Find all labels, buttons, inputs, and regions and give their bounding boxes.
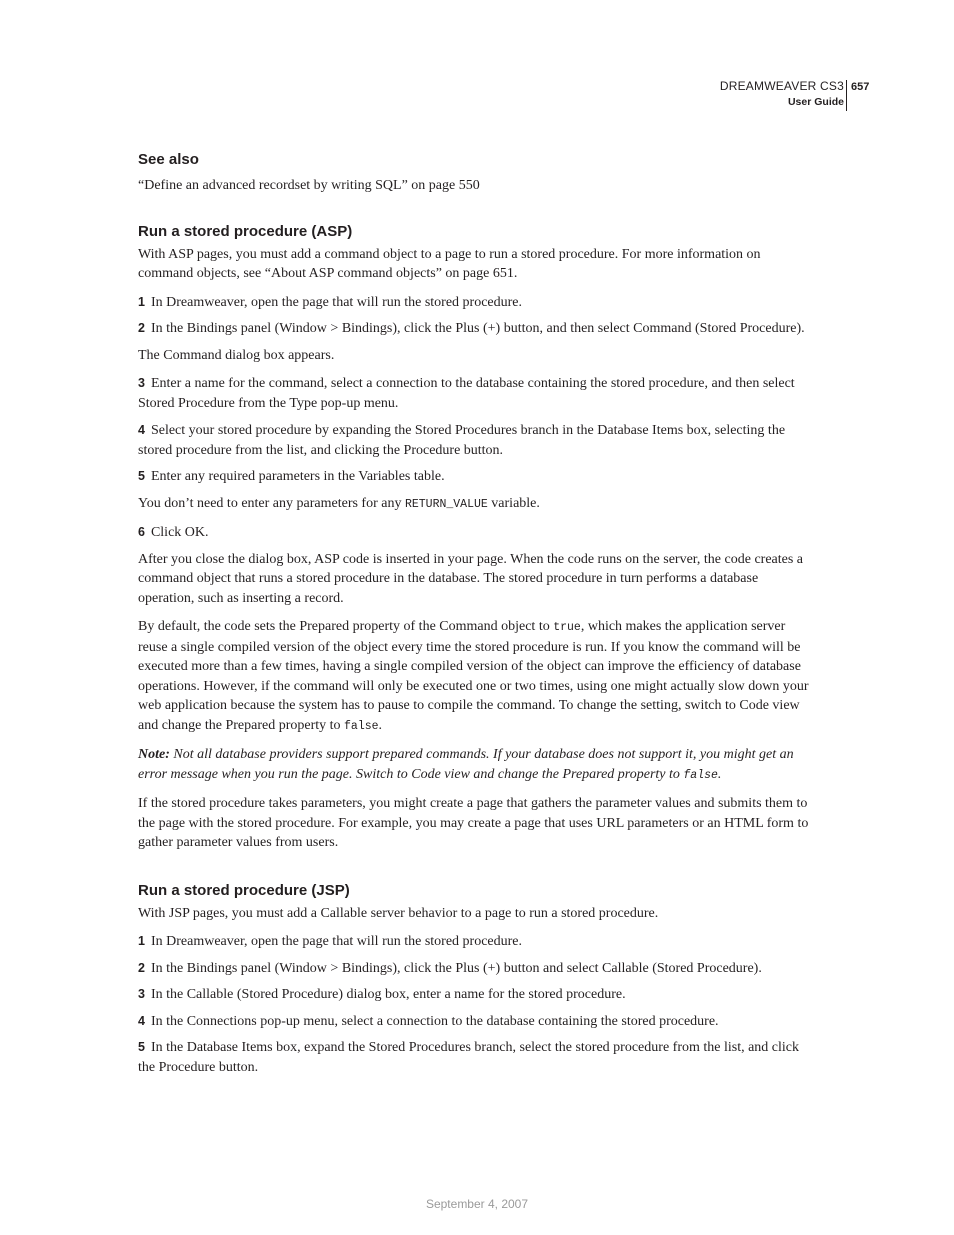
header-divider	[846, 80, 847, 111]
asp-heading: Run a stored procedure (ASP)	[138, 222, 353, 240]
step-text: In Dreamweaver, open the page that will run the stored procedure.	[150, 934, 523, 949]
asp-step-3	[138, 374, 818, 413]
step-text: In the Database Items box, expand the Stored Procedures branch, select the stored procedure from the list, and click the Procedure button.	[138, 1040, 800, 1075]
step-number: 4	[138, 1013, 145, 1028]
step-number: 5	[138, 1040, 145, 1054]
step-number: 3	[138, 376, 145, 390]
step-number: 1	[138, 934, 145, 948]
step-text: In the Bindings panel (Window > Bindings), click the Plus (+) button, and then select Command (Stored Procedure).	[150, 321, 805, 336]
page-body	[138, 150, 818, 1077]
dialog-appears-text: The Command dialog box appears.	[138, 347, 335, 363]
parameters-paragraph: If the stored procedure takes parameters, you might create a page that gathers the parameter values and submits them to the page with the stored procedure. For example, you may create a page that uses URL parameters or an HTML form to gather parameter values from users.	[138, 796, 809, 850]
step-number: 2	[138, 960, 145, 975]
step-text: In Dreamweaver, open the page that will run the stored procedure.	[150, 294, 523, 310]
page-number: 657	[851, 81, 870, 93]
jsp-step-2	[138, 959, 818, 979]
asp-step-5	[138, 467, 818, 487]
jsp-intro: With JSP pages, you must add a Callable server behavior to a page to run a stored procedure.	[138, 905, 659, 921]
step-text: Click OK.	[150, 525, 209, 540]
asp-step-4	[138, 421, 818, 460]
jsp-heading: Run a stored procedure (JSP)	[138, 881, 350, 899]
false-code: false	[344, 719, 379, 733]
product-name: DREAMWEAVER CS3	[719, 79, 844, 93]
return-value-text	[138, 494, 818, 515]
step-text: In the Connections pop-up menu, select a connection to the database containing the stored procedure.	[150, 1013, 719, 1029]
see-also-heading: See also	[138, 151, 199, 168]
after-close-paragraph: After you close the dialog box, ASP code is inserted in your page. When the code runs on the server, the code creates a command object that runs a stored procedure in the database. The stored procedure in turn performs a database operation, such as inserting a record.	[138, 551, 804, 606]
step-number: 4	[138, 423, 145, 437]
true-code: true	[553, 621, 581, 634]
guide-name: User Guide	[787, 96, 844, 108]
text-fragment: Not all database providers support prepared commands. If your database does not support it, you might get an error message when you run the page. Switch to Code view and change the Prepared property to	[138, 747, 794, 782]
step-text: Select your stored procedure by expanding the Stored Procedures branch in the Database Items box, selecting the stored procedure from the list, and clicking the Procedure button.	[138, 423, 786, 458]
step-number: 1	[138, 294, 145, 309]
step-number: 5	[138, 469, 145, 483]
note-paragraph	[138, 745, 818, 785]
see-also-link[interactable]: “Define an advanced recordset by writing SQL” on page 550	[138, 178, 480, 193]
jsp-step-3	[138, 985, 818, 1005]
text-fragment: .	[378, 717, 383, 733]
prepared-paragraph	[138, 617, 818, 736]
step-text: Enter any required parameters in the Variables table.	[150, 469, 445, 484]
asp-step-1	[138, 293, 818, 313]
text-fragment: variable.	[487, 495, 540, 511]
footer-date: September 4, 2007	[425, 1197, 529, 1211]
step-text: Enter a name for the command, select a connection to the database containing the stored procedure, and then select Stored Procedure from the Type pop-up menu.	[138, 376, 795, 411]
false-code: false	[683, 768, 718, 782]
step-text: In the Callable (Stored Procedure) dialog box, enter a name for the stored procedure.	[150, 987, 626, 1002]
text-fragment: You don’t need to enter any parameters for any	[138, 495, 405, 511]
text-fragment: , which makes the application server reuse a single compiled version of the object every time the stored procedure is run. If you know the command will be executed more than a few times, having a single compiled version of the object can improve the efficiency of database operations. However, if the command will only be executed one or two times, using one might actually slow down your web application because the system has to pause to compile the command. To change the setting, switch to Code view and change the Prepared property to	[138, 619, 809, 733]
asp-step-2	[138, 319, 818, 339]
note-label: Note:	[138, 747, 170, 762]
step-number: 6	[138, 525, 145, 539]
return-value-code: RETURN_VALUE	[404, 497, 488, 511]
jsp-step-1	[138, 932, 818, 952]
asp-step-6	[138, 523, 818, 543]
step-text: In the Bindings panel (Window > Bindings), click the Plus (+) button and select Callable (Stored Procedure).	[150, 960, 762, 976]
step-number: 3	[138, 987, 145, 1001]
jsp-step-5	[138, 1038, 818, 1077]
asp-intro: With ASP pages, you must add a command object to a page to run a stored procedure. For more information on command objects, see “About ASP command objects” on page 651.	[138, 246, 761, 281]
text-fragment: By default, the code sets the Prepared property of the Command object to	[138, 619, 554, 634]
text-fragment: .	[717, 766, 722, 782]
jsp-step-4	[138, 1012, 818, 1032]
running-header	[720, 79, 844, 110]
step-number: 2	[138, 321, 145, 335]
